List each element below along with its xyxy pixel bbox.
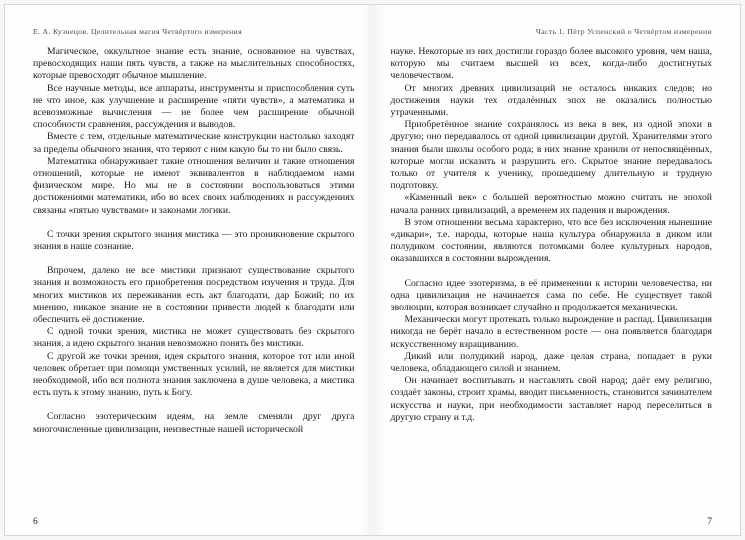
running-header-right: Часть 1. Пётр Успенский о Четвёртом измерении <box>535 27 712 36</box>
paragraph: Согласно идее эзотеризма, в её применении к истории человечества, ни одна цивилизация не начинается сама по себе. Не существует такой эволюции, которая возникает случайно и продолжается механически. <box>390 277 712 314</box>
paragraph: Приобретённое знание сохранялось из века в век, из одной эпохи в другую; оно передавалось от одной цивилизации другой. Хранителями этого знания были школы особого рода; в них знание хранили от непосвящённых, которые могли исказить и разрушить его. Скрытое знание передавалось только от учителя к ученику, прошедшему длительную и трудную подготовку. <box>390 119 712 192</box>
paragraph: Все научные методы, все аппараты, инструменты и приспособления суть не что иное, как улучшение и расширение «пяти чувств», а математика и всевозможные вычисления — не более чем расширение обычной способности сравнения, рассуждения и выводов. <box>33 82 355 131</box>
page-number-right: 7 <box>707 516 712 527</box>
page-right <box>373 5 741 535</box>
paragraph: С одной точки зрения, мистика не может существовать без скрытого знания, а идею скрытого знания невозможно понять без мистики. <box>33 326 355 350</box>
paragraph: Механически могут протекать только вырождение и распад. Цивилизация никогда не берёт начало в естественном росте — она появляется благодаря искусственному взращиванию. <box>390 314 712 350</box>
paragraph: Впрочем, далеко не все мистики признают существование скрытого знания и возможность его приобретения посредством изучения и труда. Для многих мистиков их переживания есть акт благодати, дар Божий; по их мнению, никакое знание не в состоянии привести людей к благодати или обеспечить её достижение. <box>33 265 355 326</box>
running-header-left: Е. А. Кузнецов. Целительная магия Четвёртого измерения <box>33 27 242 36</box>
paragraph: С другой же точки зрения, идея скрытого знания, которое тот или иной человек обретает при помощи умственных усилий, не является для мистики необходимой, ибо вся полнота знания заключена в душе человека, а мистика есть путь к этому знанию, путь к Богу. <box>33 350 355 399</box>
paragraph: Дикий или полудикий народ, даже целая страна, попадает в руки человека, обладающего силой и знанием. <box>390 350 712 375</box>
paragraph: «Каменный век» с большей вероятностью можно считать не эпохой начала ранних цивилизаций, а временем их падения и вырождения. <box>390 192 712 216</box>
paragraph: С точки зрения скрытого знания мистика — это проникновение скрытого знания в наше сознание. <box>33 228 355 253</box>
paragraph: Магическое, оккультное знание есть знание, основанное на чувствах, превосходящих наши пять чувств, а также на мыслительных способностях, которые превосходят обычное мышление. <box>33 46 355 82</box>
page-body-right <box>391 46 713 424</box>
book-spread <box>4 4 741 536</box>
paragraph: Он начинает воспитывать и наставлять свой народ; даёт ему религию, создаёт законы, строит храмы, вводит письменность, становится зачинателем искусства и науки, при необходимости заставляет народ переселиться в другую страну и т.д. <box>390 375 712 423</box>
page-left <box>5 5 373 535</box>
page-number-left: 6 <box>33 516 38 527</box>
paragraph: Математика обнаруживает такие отношения величин и такие отношения отношений, которые не имеют эквивалентов в наблюдаемом нами физическом мире. Но мы не в состоянии воспользоваться этими достижениями математики, ибо во всех своих наблюдениях и рассуждениях связаны «пятью чувствами» и законами логики. <box>33 155 355 216</box>
paragraph: науке. Некоторые из них достигли гораздо более высокого уровня, чем наша, которую мы считаем высшей из всех, когда-либо достигнутых человечеством. <box>390 46 712 82</box>
page-body-left <box>33 46 355 436</box>
paragraph: В этом отношении весьма характерно, что все без исключения нынешние «дикари», т.е. народы, которые наша культура обнаружила в диком или полудиком состоянии, являются потомками более культурных народов, оказавшихся в состоянии вырождения. <box>390 216 712 265</box>
paragraph: От многих древних цивилизаций не осталось никаких следов; но достижения науки тех отдалённых эпох не оказались полностью утраченными. <box>390 82 712 119</box>
paragraph: Согласно эзотерическим идеям, на земле сменяли друг друга многочисленные цивилизации, неизвестные нашей исторической <box>33 411 355 435</box>
paragraph: Вместе с тем, отдельные математические конструкции настолько заходят за пределы обычного знания, что теряют с ним какую бы то ни было связь. <box>33 131 355 155</box>
